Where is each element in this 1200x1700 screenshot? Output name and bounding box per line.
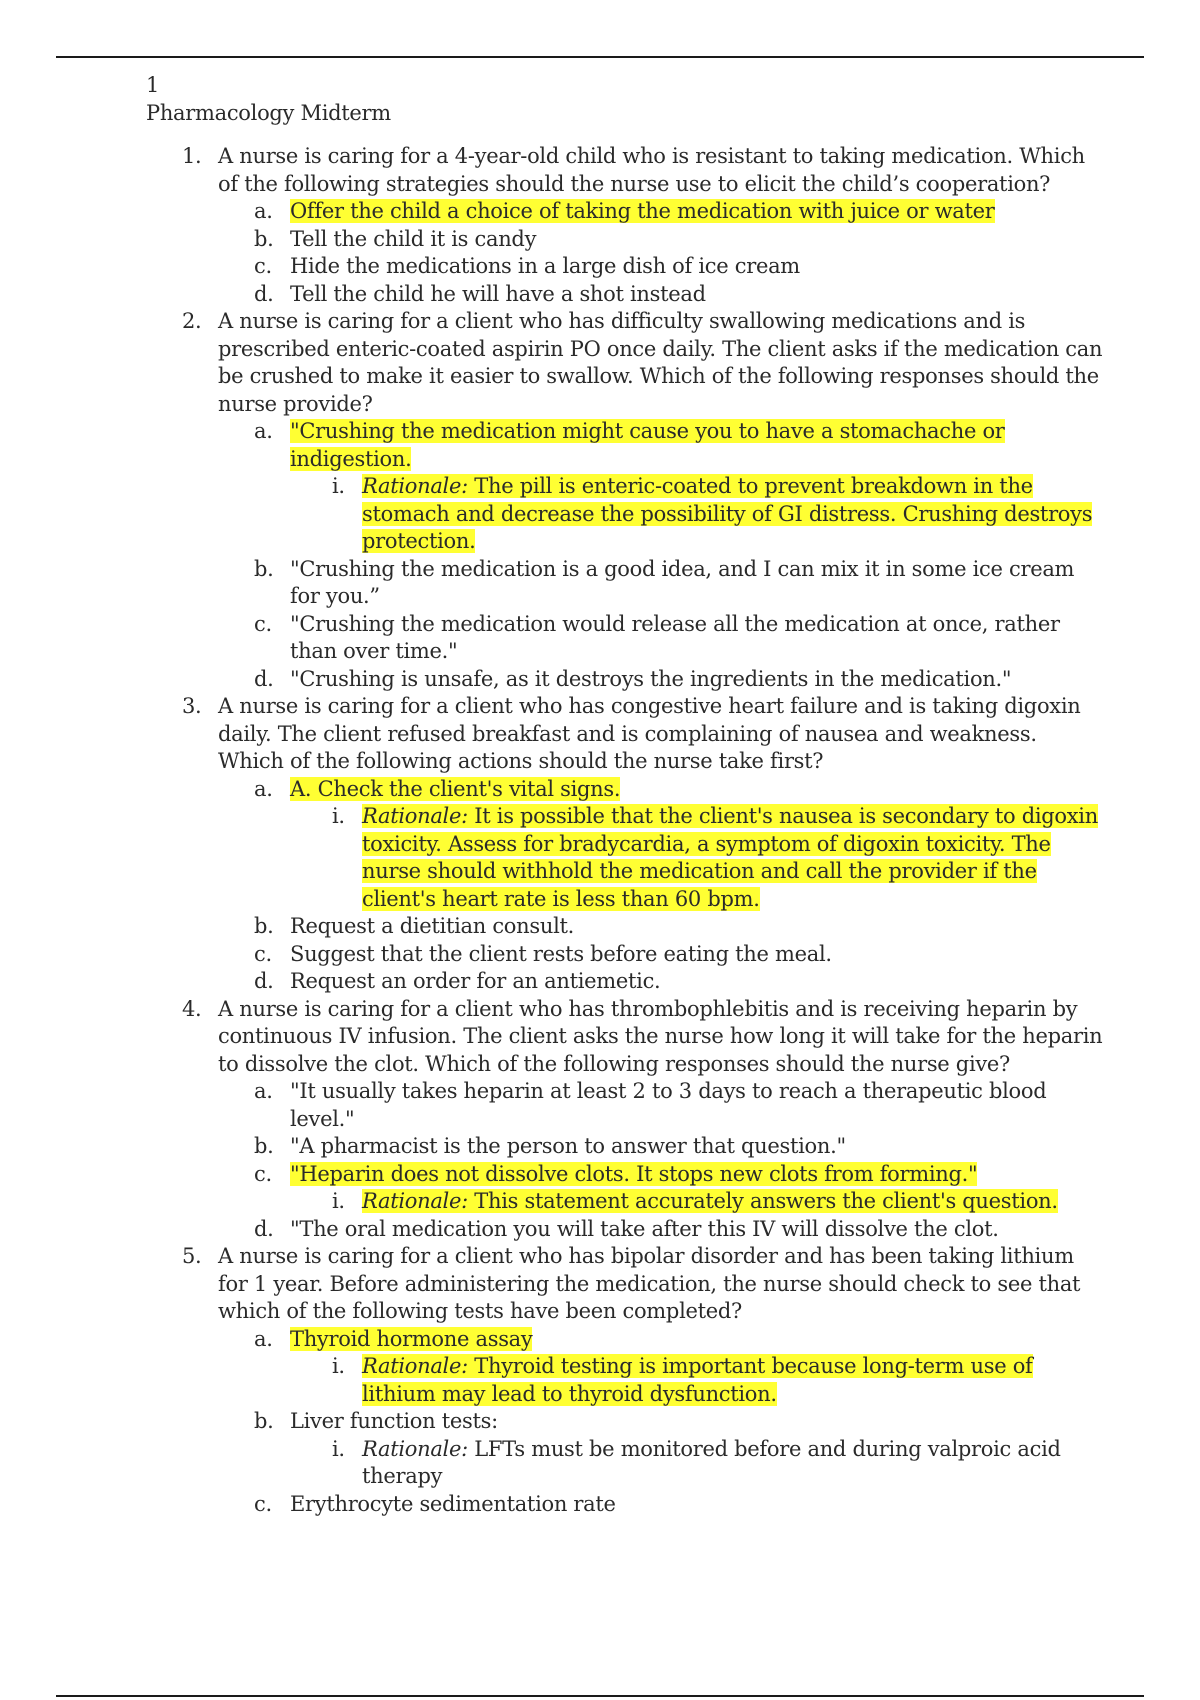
option-letter: c. [254,611,272,636]
rationale-body [362,1189,1058,1213]
answer-option [146,666,1106,694]
rationale-number: i. [332,474,345,498]
rationale-number: i. [332,804,345,828]
correct-answer-text: Offer the child a choice of taking the medication with juice or water [290,199,995,223]
document-body [146,72,1106,1518]
rationale-body [362,804,1098,911]
option-text: "Crushing is unsafe, as it destroys the ingredients in the medication." [290,666,1012,691]
answer-option [146,198,1106,226]
option-text: "Crushing the medication is a good idea, and I can mix it in some ice cream for you.” [290,556,1075,608]
question-text: A nurse is caring for a client who has congestive heart failure and is taking digoxin daily. The client refused breakfast and is complaining of nausea and weakness. Which of the following actions should the nurse take first? [218,694,1081,773]
option-letter: c. [254,941,272,966]
question-item [146,693,1106,996]
option-letter: b. [254,1409,274,1433]
rationale-body [362,474,1092,553]
rationale [146,803,1106,913]
answer-option [146,281,1106,309]
option-letter: b. [254,226,274,251]
question-item [146,308,1106,693]
answer-option [146,1161,1106,1189]
correct-answer-text: "Heparin does not dissolve clots. It stops new clots from forming." [290,1161,978,1186]
question-text: A nurse is caring for a client who has difficulty swallowing medications and is prescribed enteric-coated aspirin PO once daily. The client asks if the medication can be crushed to make it easier to swallow. Which of the following responses should the nurse provide? [218,309,1103,416]
document-title: Pharmacology Midterm [146,100,391,125]
option-text: Tell the child it is candy [290,226,537,251]
rationale-text: The pill is enteric-coated to prevent breakdown in the stomach and decrease the possibility of GI distress. Crushing destroys protection. [362,474,1093,553]
question-item [146,1243,1106,1518]
option-text: Erythrocyte sedimentation rate [290,1491,616,1516]
rationale-number: i. [332,1189,345,1213]
question-number: 1. [182,144,202,168]
answer-option [146,1216,1106,1244]
option-letter: a. [254,776,273,801]
question-number: 5. [182,1244,202,1268]
option-letter: d. [254,666,274,691]
question-text: A nurse is caring for a client who has thrombophlebitis and is receiving heparin by continuous IV infusion. The client asks the nurse how long it will take for the heparin to dissolve the clot. Which of the following responses should the nurse give? [218,996,1103,1076]
option-letter: d. [254,281,274,306]
rationale [146,1436,1106,1491]
option-letter: a. [254,199,273,223]
question-item [146,143,1106,308]
option-text: "It usually takes heparin at least 2 to 3 days to reach a therapeutic blood level." [290,1079,1047,1131]
rationale [146,473,1106,556]
rationale [146,1353,1106,1408]
option-text: Request an order for an antiemetic. [290,969,661,993]
answer-option [146,1408,1106,1436]
rationale-label: Rationale: [362,1189,468,1213]
option-letter: d. [254,1216,274,1241]
rationale-text: Thyroid testing is important because long-term use of lithium may lead to thyroid dysfunction. [362,1354,1033,1406]
correct-answer-text: A. Check the client's vital signs. [290,776,621,801]
option-letter: c. [254,1491,272,1516]
question-number: 4. [182,996,202,1021]
footer-rule [56,1695,1144,1697]
answer-option [146,968,1106,996]
answer-option [146,1326,1106,1354]
rationale-label: Rationale: [362,804,468,828]
option-text: Hide the medications in a large dish of ice cream [290,254,800,278]
option-letter: c. [254,254,272,278]
option-letter: a. [254,1326,273,1351]
option-text: "The oral medication you will take after this IV will dissolve the clot. [290,1216,999,1241]
correct-answer-text: Thyroid hormone assay [290,1326,533,1351]
answer-option [146,1078,1106,1133]
header-rule [56,56,1144,58]
rationale-body [362,1354,1033,1406]
rationale-number: i. [332,1354,345,1378]
answer-option [146,253,1106,281]
answer-option [146,556,1106,611]
answer-option [146,941,1106,969]
question-item [146,996,1106,1244]
question-number: 2. [182,309,202,333]
answer-option [146,226,1106,254]
question-text: A nurse is caring for a 4-year-old child who is resistant to taking medication. Which of the following strategies should the nurse use to elicit the child’s cooperation? [218,144,1085,196]
option-text: "A pharmacist is the person to answer that question." [290,1134,846,1158]
rationale-text: It is possible that the client's nausea is secondary to digoxin toxicity. Assess for bradycardia, a symptom of digoxin toxicity. The nurse should withhold the medication and call the provider if the client's heart rate is less than 60 bpm. [362,804,1098,911]
option-text: Tell the child he will have a shot instead [290,281,706,306]
question-text: A nurse is caring for a client who has bipolar disorder and has been taking lithium for 1 year. Before administering the medication, the nurse should check to see that which of the following tests have been completed? [218,1244,1081,1323]
answer-option [146,611,1106,666]
rationale-label: Rationale: [362,1354,468,1378]
option-letter: a. [254,419,273,443]
answer-option [146,418,1106,473]
rationale-label: Rationale: [362,474,468,498]
rationale [146,1188,1106,1216]
rationale-label: Rationale: [362,1436,468,1461]
rationale-text: LFTs must be monitored before and during valproic acid therapy [362,1436,1061,1488]
page-number: 1 [146,73,160,97]
option-letter: d. [254,969,274,993]
option-letter: a. [254,1079,273,1103]
option-text: Suggest that the client rests before eating the meal. [290,941,832,966]
answer-option [146,913,1106,941]
answer-option [146,776,1106,804]
rationale-body [362,1437,1061,1489]
option-letter: b. [254,556,274,581]
answer-option [146,1133,1106,1161]
rationale-text: This statement accurately answers the client's question. [467,1189,1058,1213]
question-list [146,143,1106,1518]
rationale-number: i. [332,1436,345,1461]
option-text: "Crushing the medication would release all the medication at once, rather than over time." [290,611,1060,663]
option-text: Request a dietitian consult. [290,914,575,938]
correct-answer-text: "Crushing the medication might cause you to have a stomachache or indigestion. [290,419,1005,471]
question-number: 3. [182,694,202,718]
answer-option [146,1491,1106,1519]
option-letter: b. [254,1134,274,1158]
option-letter: b. [254,914,274,938]
option-text: Liver function tests: [290,1409,498,1433]
option-letter: c. [254,1161,272,1186]
